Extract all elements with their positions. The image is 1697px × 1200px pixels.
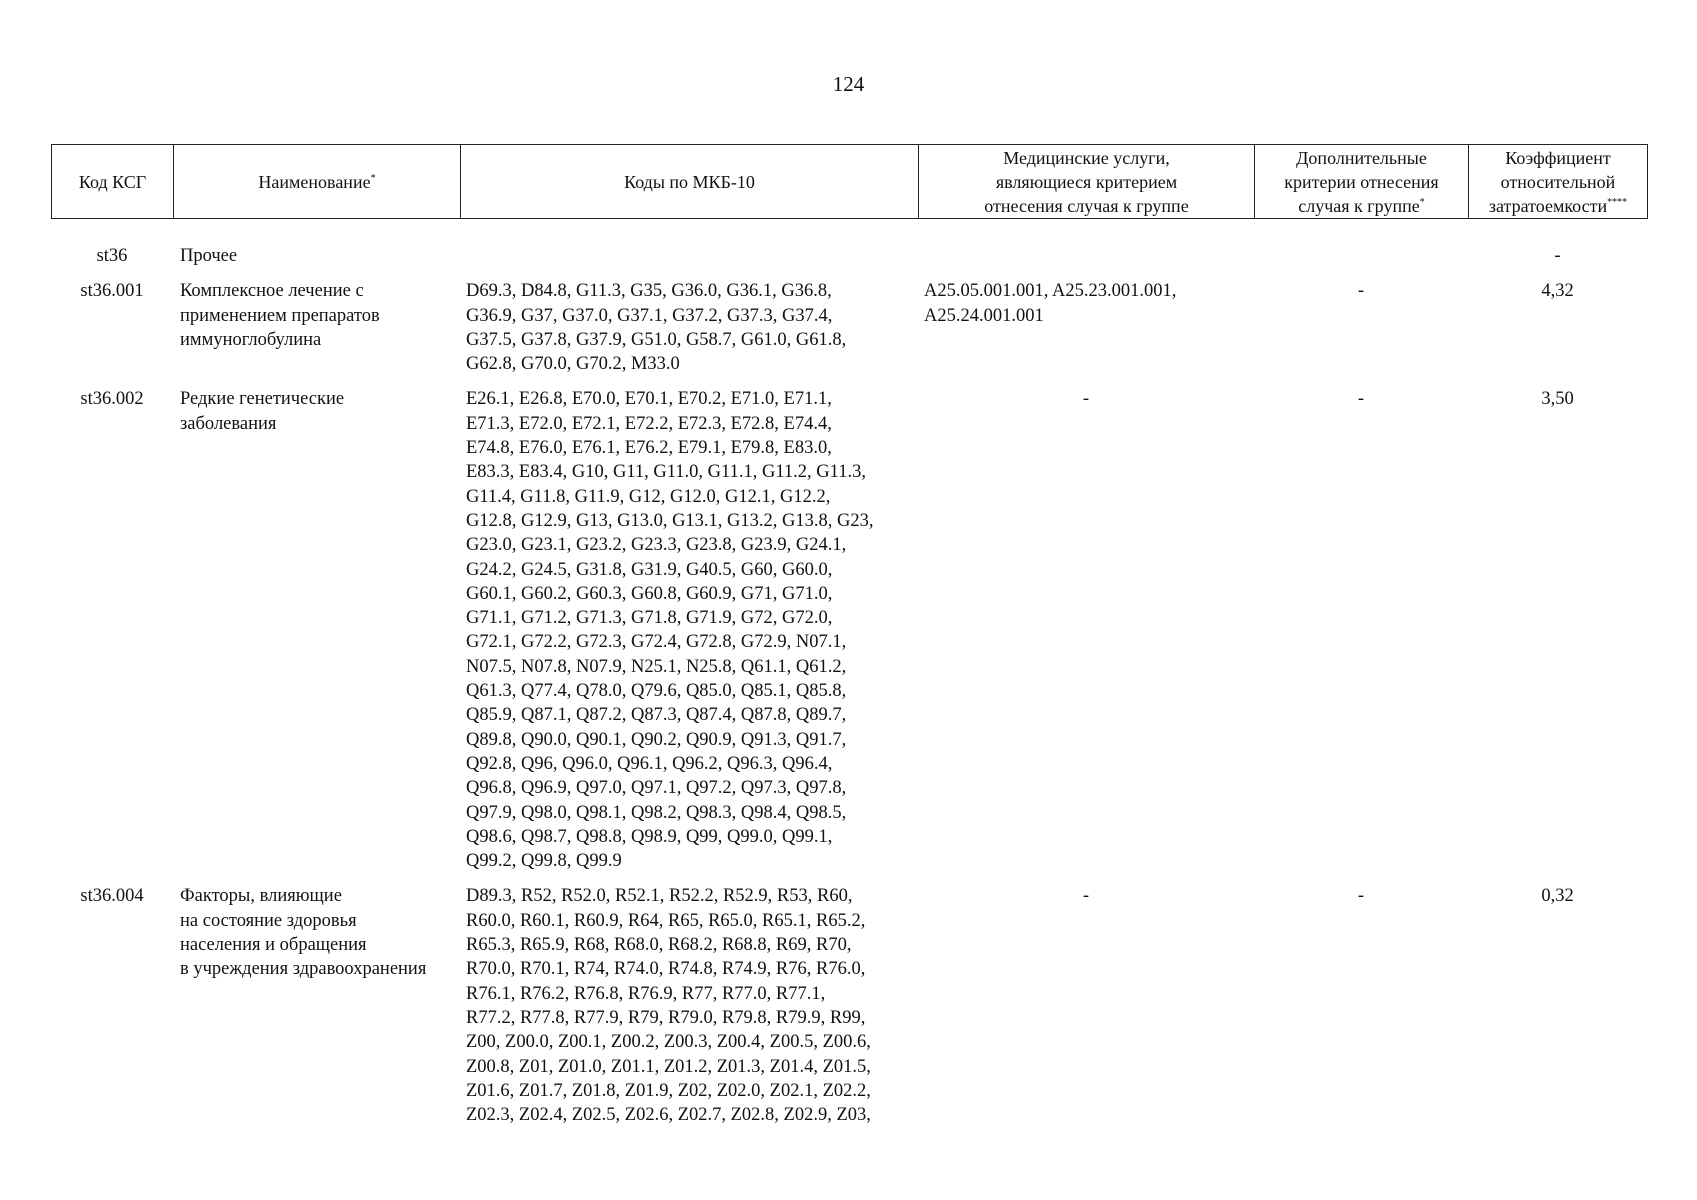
ksg-name: Прочее (180, 246, 238, 266)
table-row (51, 279, 1647, 376)
table-header (51, 144, 1648, 219)
cost-coefficient: 0,32 (1541, 886, 1574, 907)
header-additional-criteria: Дополнительные критерии отнесения случая к группе* (1255, 145, 1469, 219)
header-medical-services: Медицинские услуги, являющиеся критерием отнесения случая к группе (919, 145, 1255, 219)
header-coef-footnote-mark: **** (1607, 196, 1628, 208)
mkb-codes (460, 244, 918, 268)
ksg-code: st36 (96, 246, 128, 266)
ksg-name: Комплексное лечение с применением препаратов иммуноглобулина (180, 281, 380, 350)
medical-services: - (1082, 389, 1090, 410)
medical-services: - (1082, 886, 1090, 907)
table-body (51, 244, 1647, 1127)
mkb-codes: D89.3, R52, R52.0, R52.1, R52.2, R52.9, R53, R60, R60.0, R60.1, R60.9, R64, R65, R65.0, R65.1, R65.2, R65.3, R65.9, R68, R68.0, R68.2, R68.8, R69, R70, R70.0, R70.1, R74, R74.0, R74.8, R74.9, R76, R76.0, R76.1, R76.2, R76.8, R76.9, R77, R77.0, R77.1, R77.2, R77.8, R77.9, R79, R79.0, R79.8, R79.9, R99, Z00, Z00.0, Z00.1, Z00.2, Z00.3, Z00.4, Z00.5, Z00.6, Z00.8, Z01, Z01.0, Z01.1, Z01.2, Z01.3, Z01.4, Z01.5, Z01.6, Z01.7, Z01.8, Z01.9, Z02, Z02.0, Z02.1, Z02.2, Z02.3, Z02.4, Z02.5, Z02.6, Z02.7, Z02.8, Z02.9, Z03, (466, 886, 871, 1126)
header-name: Наименование* (174, 145, 461, 219)
additional-criteria (1254, 244, 1468, 268)
mkb-codes: E26.1, E26.8, E70.0, E70.1, E70.2, E71.0, E71.1, E71.3, E72.0, E72.1, E72.2, E72.3, E72.8, E74.4, E74.8, E76.0, E76.1, E76.2, E79.1, E79.8, E83.0, E83.3, E83.4, G10, G11, G11.0, G11.1, G11.2, G11.3, G11.4, G11.8, G11.9, G12, G12.0, G12.1, G12.2, G12.8, G12.9, G13, G13.0, G13.1, G13.2, G13.8, G23, G23.0, G23.1, G23.2, G23.3, G23.8, G23.9, G24.1, G24.2, G24.5, G31.8, G31.9, G40.5, G60, G60.0, G60.1, G60.2, G60.3, G60.8, G60.9, G71, G71.0, G71.1, G71.2, G71.3, G71.8, G71.9, G72, G72.0, G72.1, G72.2, G72.3, G72.4, G72.8, G72.9, N07.1, N07.5, N07.8, N07.9, N25.1, N25.8, Q61.1, Q61.2, Q61.3, Q77.4, Q78.0, Q79.6, Q85.0, Q85.1, Q85.8, Q85.9, Q87.1, Q87.2, Q87.3, Q87.4, Q87.8, Q89.7, Q89.8, Q90.0, Q90.1, Q90.2, Q90.9, Q91.3, Q91.7, Q92.8, Q96, Q96.0, Q96.1, Q96.2, Q96.3, Q96.4, Q96.8, Q96.9, Q97.0, Q97.1, Q97.2, Q97.3, Q97.8, Q97.9, Q98.0, Q98.1, Q98.2, Q98.3, Q98.4, Q98.5, Q98.6, Q98.7, Q98.8, Q98.9, Q99, Q99.0, Q99.1, Q99.2, Q99.8, Q99.9 (466, 389, 874, 872)
header-code: Код КСГ (52, 145, 174, 219)
header-mkb-codes: Коды по МКБ-10 (461, 145, 919, 219)
page-number: 124 (832, 72, 865, 96)
table-row (51, 387, 1647, 873)
cost-coefficient: - (1554, 246, 1561, 266)
medical-services (918, 244, 1254, 268)
medical-services: A25.05.001.001, A25.23.001.001, A25.24.001.001 (924, 281, 1177, 326)
ksg-name: Редкие генетические заболевания (180, 389, 345, 434)
additional-criteria: - (1357, 281, 1365, 302)
header-name-footnote-mark: * (370, 172, 376, 184)
header-cost-coefficient: Коэффициент относительной затратоемкости**** (1469, 145, 1648, 219)
table-row (51, 244, 1647, 268)
header-additional-footnote-mark: * (1419, 196, 1425, 208)
ksg-code: st36.001 (80, 281, 144, 302)
mkb-codes: D69.3, D84.8, G11.3, G35, G36.0, G36.1, G36.8, G36.9, G37, G37.0, G37.1, G37.2, G37.3, G37.4, G37.5, G37.8, G37.9, G51.0, G58.7, G61.0, G61.8, G62.8, G70.0, G70.2, M33.0 (466, 281, 847, 375)
cost-coefficient: 4,32 (1541, 281, 1574, 302)
cost-coefficient: 3,50 (1541, 389, 1574, 410)
additional-criteria: - (1357, 389, 1365, 410)
additional-criteria: - (1357, 886, 1365, 907)
ksg-code: st36.002 (80, 389, 144, 410)
ksg-code: st36.004 (80, 886, 144, 907)
table-row (51, 884, 1647, 1127)
ksg-name: Факторы, влияющие на состояние здоровья населения и обращения в учреждения здравоохранения (180, 886, 427, 980)
